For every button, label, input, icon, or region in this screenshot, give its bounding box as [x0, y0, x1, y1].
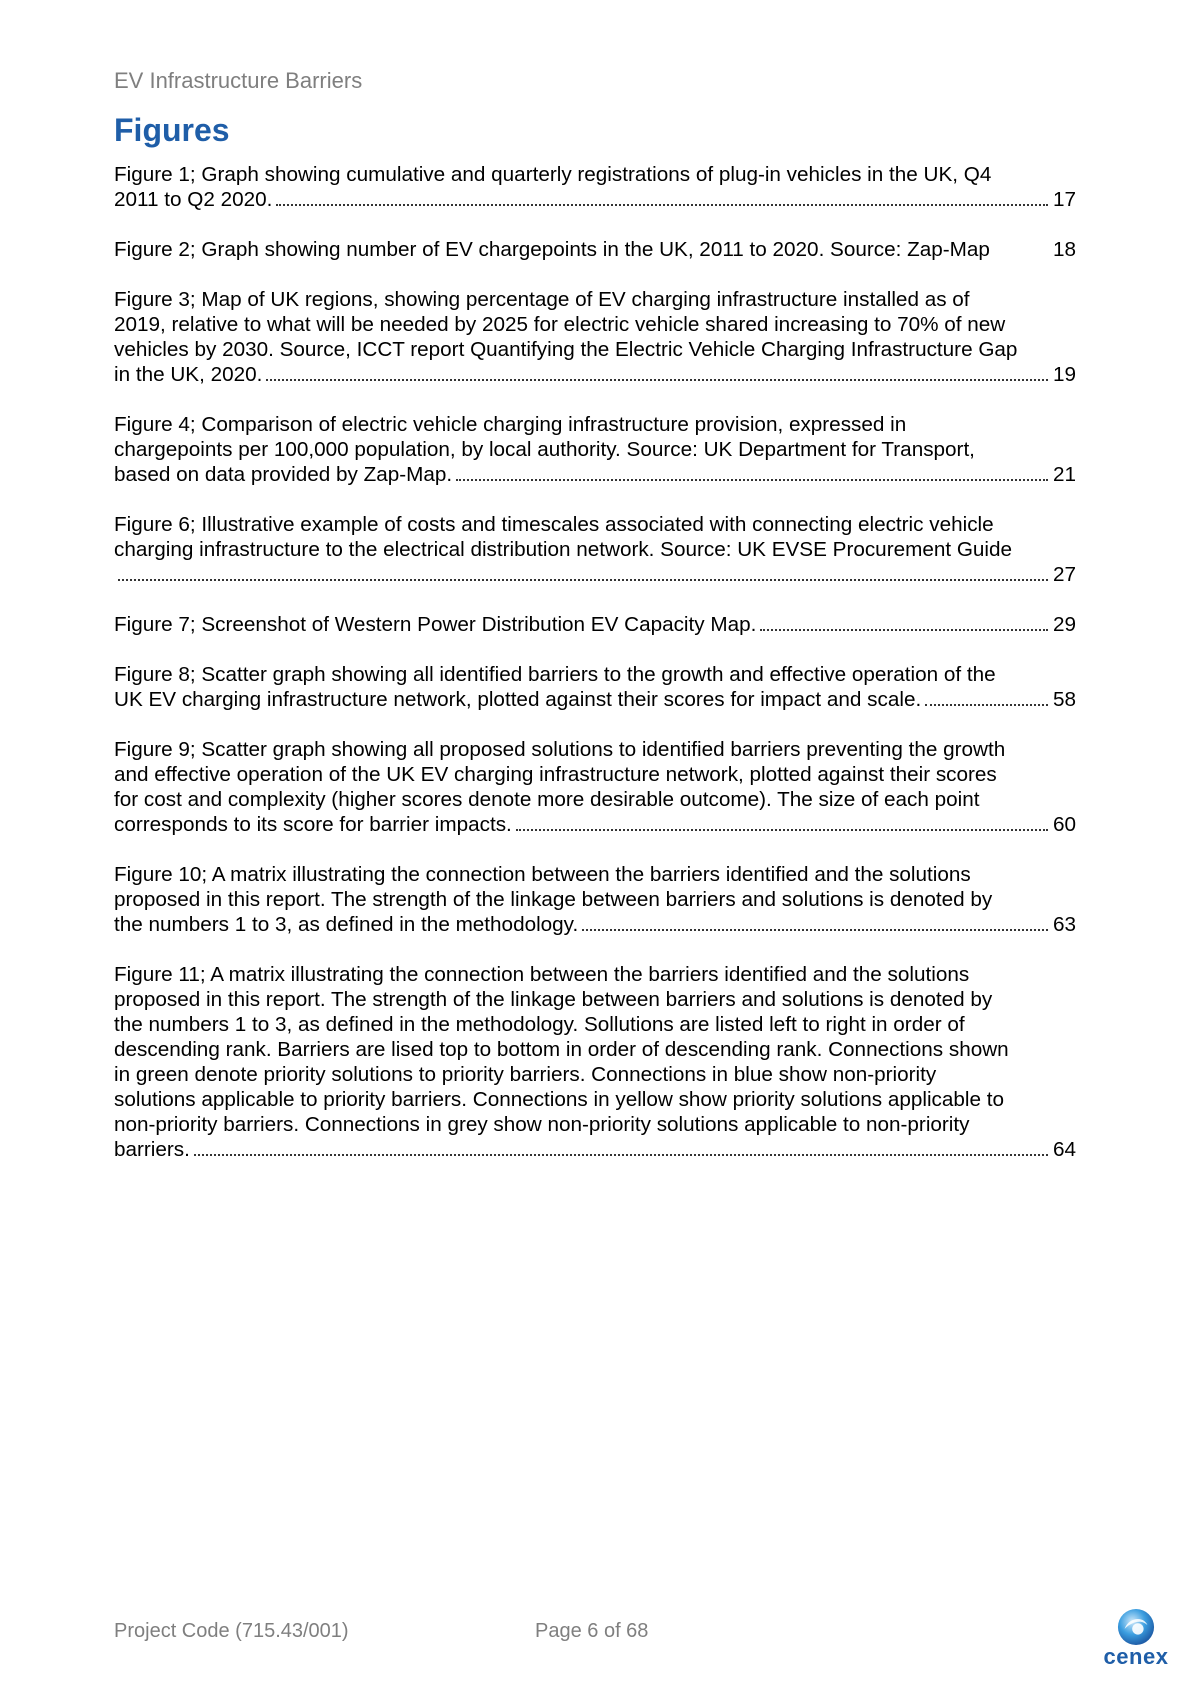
figure-page-number[interactable]: 29 [1052, 613, 1076, 636]
figure-page-number[interactable]: 60 [1052, 813, 1076, 836]
figure-caption-text: 2011 to Q2 2020. [114, 188, 273, 211]
figure-caption-text: based on data provided by Zap-Map. [114, 463, 453, 486]
figure-caption-text: barriers. [114, 1138, 190, 1161]
figure-caption-last-line [114, 562, 1076, 587]
figure-entry[interactable] [114, 512, 1076, 587]
cenex-logo [1101, 1608, 1171, 1672]
figure-caption-text: UK EV charging infrastructure network, plotted against their scores for impact and scale. [114, 688, 922, 711]
project-code: Project Code (715.43/001) [114, 1620, 349, 1642]
figure-page-number[interactable]: 21 [1052, 463, 1076, 486]
figure-page-number[interactable]: 19 [1052, 363, 1076, 386]
figure-caption-line: Figure 3; Map of UK regions, showing percentage of EV charging infrastructure installed as of [114, 288, 970, 311]
leader-dots [760, 629, 1048, 631]
figure-caption-line: Figure 6; Illustrative example of costs and timescales associated with connecting electric vehicle [114, 513, 994, 536]
figure-caption-last-line [114, 612, 1076, 637]
page-number: Page 6 of 68 [535, 1620, 649, 1642]
leader-dots [925, 704, 1048, 706]
figure-caption-last-line [114, 687, 1076, 712]
figure-caption-last-line [114, 462, 1076, 487]
figure-caption-line: proposed in this report. The strength of the linkage between barriers and solutions is denoted by [114, 888, 993, 911]
figure-caption-last-line [114, 362, 1076, 387]
figure-caption-last-line [114, 912, 1076, 937]
figure-caption-text: corresponds to its score for barrier impacts. [114, 813, 512, 836]
figure-caption-line: Figure 9; Scatter graph showing all proposed solutions to identified barriers preventing the growth [114, 738, 1006, 761]
figure-page-number[interactable]: 18 [1052, 238, 1076, 261]
figure-page-number[interactable]: 17 [1052, 188, 1076, 211]
figure-caption-line: Figure 11; A matrix illustrating the connection between the barriers identified and the solutions [114, 963, 970, 986]
figure-caption-line: charging infrastructure to the electrical distribution network. Source: UK EVSE Procurement Guide [114, 538, 1013, 561]
figure-entry[interactable] [114, 612, 1076, 637]
figure-entry[interactable] [114, 237, 1076, 262]
figure-caption-line: vehicles by 2030. Source, ICCT report Quantifying the Electric Vehicle Charging Infrastructure Gap [114, 338, 1018, 361]
figure-caption-last-line [114, 237, 1076, 262]
figure-caption-line: proposed in this report. The strength of the linkage between barriers and solutions is denoted by [114, 988, 993, 1011]
figure-page-number[interactable]: 58 [1052, 688, 1076, 711]
figure-caption-line: the numbers 1 to 3, as defined in the methodology. Sollutions are listed left to right in order of [114, 1013, 965, 1036]
figure-caption-line: 2019, relative to what will be needed by 2025 for electric vehicle shared increasing to 70% of new [114, 313, 1006, 336]
figure-entry[interactable] [114, 162, 1076, 212]
figure-caption-line: and effective operation of the UK EV charging infrastructure network, plotted against their scores [114, 763, 997, 786]
figure-entry[interactable] [114, 962, 1076, 1162]
figure-caption-line: Figure 8; Scatter graph showing all identified barriers to the growth and effective operation of the [114, 663, 996, 686]
figure-caption-last-line [114, 812, 1076, 837]
figure-page-number[interactable]: 64 [1052, 1138, 1076, 1161]
leader-dots [118, 579, 1048, 581]
document-header: EV Infrastructure Barriers [114, 68, 363, 93]
figure-caption-line: non-priority barriers. Connections in grey show non-priority solutions applicable to non-priority [114, 1113, 970, 1136]
figure-page-number[interactable]: 27 [1052, 563, 1076, 586]
logo-text: cenex [1103, 1644, 1169, 1669]
figure-caption-line: Figure 10; A matrix illustrating the connection between the barriers identified and the solutions [114, 863, 971, 886]
figure-caption-line: in green denote priority solutions to priority barriers. Connections in blue show non-priority [114, 1063, 937, 1086]
figure-entry[interactable] [114, 737, 1076, 837]
leader-dots [456, 479, 1048, 481]
leader-dots [266, 379, 1048, 381]
figure-caption-line: for cost and complexity (higher scores denote more desirable outcome). The size of each point [114, 788, 980, 811]
logo-swirl-icon [1117, 1608, 1155, 1646]
figure-caption-line: chargepoints per 100,000 population, by local authority. Source: UK Department for Transport, [114, 438, 975, 461]
figure-caption-text: Figure 7; Screenshot of Western Power Distribution EV Capacity Map. [114, 613, 757, 636]
figure-entry[interactable] [114, 412, 1076, 487]
figure-caption-line: solutions applicable to priority barriers. Connections in yellow show priority solutions applicable to [114, 1088, 1005, 1111]
figure-caption-last-line [114, 187, 1076, 212]
section-title: Figures [114, 112, 230, 148]
figure-list [114, 162, 1076, 1187]
leader-dots [194, 1154, 1048, 1156]
leader-dots [582, 929, 1048, 931]
figure-entry[interactable] [114, 287, 1076, 387]
figure-caption-last-line [114, 1137, 1076, 1162]
figure-caption-text: Figure 2; Graph showing number of EV chargepoints in the UK, 2011 to 2020. Source: Zap-Map [114, 238, 990, 261]
figure-caption-line: Figure 1; Graph showing cumulative and quarterly registrations of plug-in vehicles in the UK, Q4 [114, 163, 992, 186]
leader-dots [516, 829, 1048, 831]
figure-caption-text: in the UK, 2020. [114, 363, 263, 386]
figure-caption-line: descending rank. Barriers are lised top to bottom in order of descending rank. Connections shown [114, 1038, 1009, 1061]
figure-page-number[interactable]: 63 [1052, 913, 1076, 936]
figure-caption-text: the numbers 1 to 3, as defined in the methodology. [114, 913, 579, 936]
leader-dots [276, 204, 1048, 206]
figure-entry[interactable] [114, 662, 1076, 712]
figure-caption-line: Figure 4; Comparison of electric vehicle charging infrastructure provision, expressed in [114, 413, 907, 436]
figure-entry[interactable] [114, 862, 1076, 937]
